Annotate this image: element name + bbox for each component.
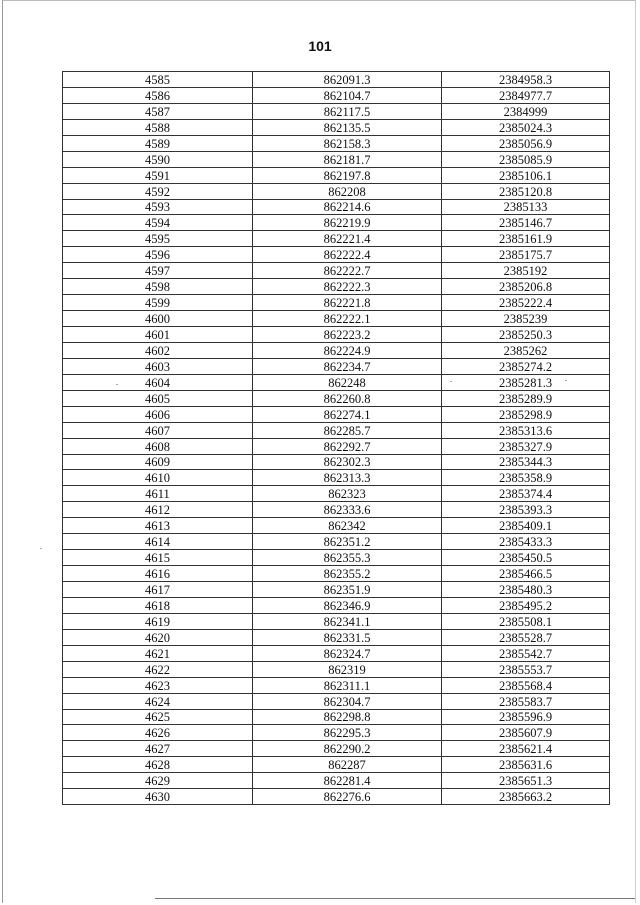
- page-number: 101: [308, 38, 332, 54]
- x-coordinate-cell: 862323: [253, 486, 442, 502]
- x-coordinate-cell: 862197.8: [253, 167, 442, 183]
- y-coordinate-cell: 2385120.8: [442, 183, 610, 199]
- x-coordinate-cell: 862346.9: [253, 597, 442, 613]
- table-row: [63, 183, 610, 199]
- x-coordinate-cell: 862222.3: [253, 279, 442, 295]
- table-row: [63, 550, 610, 566]
- x-coordinate-cell: 862331.5: [253, 629, 442, 645]
- point-number-cell: 4626: [63, 725, 253, 741]
- point-number-cell: 4617: [63, 582, 253, 598]
- point-number-cell: 4614: [63, 534, 253, 550]
- x-coordinate-cell: 862219.9: [253, 215, 442, 231]
- point-number-cell: 4600: [63, 311, 253, 327]
- point-number-cell: 4609: [63, 454, 253, 470]
- y-coordinate-cell: 2385393.3: [442, 502, 610, 518]
- point-number-cell: 4588: [63, 119, 253, 135]
- point-number-cell: 4591: [63, 167, 253, 183]
- coordinates-table: [62, 71, 610, 805]
- point-number-cell: 4612: [63, 502, 253, 518]
- table-row: [63, 693, 610, 709]
- point-number-cell: 4628: [63, 757, 253, 773]
- y-coordinate-cell: 2385596.9: [442, 709, 610, 725]
- y-coordinate-cell: 2385344.3: [442, 454, 610, 470]
- point-number-cell: 4598: [63, 279, 253, 295]
- table-row: [63, 151, 610, 167]
- table-row: [63, 454, 610, 470]
- y-coordinate-cell: 2385433.3: [442, 534, 610, 550]
- point-number-cell: 4625: [63, 709, 253, 725]
- point-number-cell: 4602: [63, 342, 253, 358]
- table-row: [63, 486, 610, 502]
- x-coordinate-cell: 862292.7: [253, 438, 442, 454]
- x-coordinate-cell: 862135.5: [253, 119, 442, 135]
- table-row: [63, 327, 610, 343]
- x-coordinate-cell: 862342: [253, 518, 442, 534]
- x-coordinate-cell: 862313.3: [253, 470, 442, 486]
- y-coordinate-cell: 2385631.6: [442, 757, 610, 773]
- x-coordinate-cell: 862214.6: [253, 199, 442, 215]
- coordinates-table-body: [63, 72, 610, 805]
- point-number-cell: 4622: [63, 661, 253, 677]
- table-row: [63, 518, 610, 534]
- y-coordinate-cell: 2385450.5: [442, 550, 610, 566]
- point-number-cell: 4592: [63, 183, 253, 199]
- table-row: [63, 534, 610, 550]
- point-number-cell: 4595: [63, 231, 253, 247]
- point-number-cell: 4619: [63, 613, 253, 629]
- point-number-cell: 4613: [63, 518, 253, 534]
- table-row: [63, 422, 610, 438]
- y-coordinate-cell: 2385274.2: [442, 358, 610, 374]
- table-row: [63, 279, 610, 295]
- table-row: [63, 390, 610, 406]
- x-coordinate-cell: 862290.2: [253, 741, 442, 757]
- y-coordinate-cell: 2385289.9: [442, 390, 610, 406]
- point-number-cell: 4618: [63, 597, 253, 613]
- x-coordinate-cell: 862248: [253, 374, 442, 390]
- x-coordinate-cell: 862304.7: [253, 693, 442, 709]
- point-number-cell: 4594: [63, 215, 253, 231]
- table-row: [63, 103, 610, 119]
- x-coordinate-cell: 862351.2: [253, 534, 442, 550]
- table-row: [63, 374, 610, 390]
- table-row: [63, 406, 610, 422]
- y-coordinate-cell: 2385161.9: [442, 231, 610, 247]
- y-coordinate-cell: 2385024.3: [442, 119, 610, 135]
- y-coordinate-cell: 2385568.4: [442, 677, 610, 693]
- point-number-cell: 4590: [63, 151, 253, 167]
- y-coordinate-cell: 2385085.9: [442, 151, 610, 167]
- table-row: [63, 582, 610, 598]
- y-coordinate-cell: 2385175.7: [442, 247, 610, 263]
- table-row: [63, 741, 610, 757]
- table-row: [63, 613, 610, 629]
- x-coordinate-cell: 862181.7: [253, 151, 442, 167]
- table-row: [63, 295, 610, 311]
- table-row: [63, 135, 610, 151]
- point-number-cell: 4585: [63, 72, 253, 88]
- point-number-cell: 4589: [63, 135, 253, 151]
- x-coordinate-cell: 862281.4: [253, 773, 442, 789]
- x-coordinate-cell: 862319: [253, 661, 442, 677]
- scan-speck: [450, 381, 452, 382]
- x-coordinate-cell: 862222.7: [253, 263, 442, 279]
- y-coordinate-cell: 2384999: [442, 103, 610, 119]
- point-number-cell: 4587: [63, 103, 253, 119]
- y-coordinate-cell: 2385262: [442, 342, 610, 358]
- x-coordinate-cell: 862355.2: [253, 566, 442, 582]
- point-number-cell: 4615: [63, 550, 253, 566]
- table-row: [63, 773, 610, 789]
- table-row: [63, 358, 610, 374]
- y-coordinate-cell: 2385239: [442, 311, 610, 327]
- table-row: [63, 677, 610, 693]
- x-coordinate-cell: 862221.8: [253, 295, 442, 311]
- y-coordinate-cell: 2385553.7: [442, 661, 610, 677]
- x-coordinate-cell: 862158.3: [253, 135, 442, 151]
- table-row: [63, 645, 610, 661]
- point-number-cell: 4606: [63, 406, 253, 422]
- y-coordinate-cell: 2384977.7: [442, 87, 610, 103]
- y-coordinate-cell: 2385528.7: [442, 629, 610, 645]
- y-coordinate-cell: 2385313.6: [442, 422, 610, 438]
- point-number-cell: 4623: [63, 677, 253, 693]
- x-coordinate-cell: 862298.8: [253, 709, 442, 725]
- y-coordinate-cell: 2385133: [442, 199, 610, 215]
- table-row: [63, 470, 610, 486]
- x-coordinate-cell: 862274.1: [253, 406, 442, 422]
- x-coordinate-cell: 862311.1: [253, 677, 442, 693]
- x-coordinate-cell: 862287: [253, 757, 442, 773]
- scan-speck: [565, 380, 567, 381]
- x-coordinate-cell: 862234.7: [253, 358, 442, 374]
- table-row: [63, 72, 610, 88]
- point-number-cell: 4607: [63, 422, 253, 438]
- x-coordinate-cell: 862224.9: [253, 342, 442, 358]
- point-number-cell: 4605: [63, 390, 253, 406]
- point-number-cell: 4601: [63, 327, 253, 343]
- table-row: [63, 629, 610, 645]
- table-row: [63, 167, 610, 183]
- x-coordinate-cell: 862221.4: [253, 231, 442, 247]
- y-coordinate-cell: 2385621.4: [442, 741, 610, 757]
- y-coordinate-cell: 2385146.7: [442, 215, 610, 231]
- x-coordinate-cell: 862260.8: [253, 390, 442, 406]
- x-coordinate-cell: 862276.6: [253, 789, 442, 805]
- y-coordinate-cell: 2385281.3: [442, 374, 610, 390]
- point-number-cell: 4621: [63, 645, 253, 661]
- y-coordinate-cell: 2384958.3: [442, 72, 610, 88]
- point-number-cell: 4608: [63, 438, 253, 454]
- x-coordinate-cell: 862091.3: [253, 72, 442, 88]
- table-row: [63, 119, 610, 135]
- x-coordinate-cell: 862222.4: [253, 247, 442, 263]
- y-coordinate-cell: 2385192: [442, 263, 610, 279]
- y-coordinate-cell: 2385206.8: [442, 279, 610, 295]
- x-coordinate-cell: 862104.7: [253, 87, 442, 103]
- y-coordinate-cell: 2385663.2: [442, 789, 610, 805]
- y-coordinate-cell: 2385542.7: [442, 645, 610, 661]
- x-coordinate-cell: 862333.6: [253, 502, 442, 518]
- point-number-cell: 4620: [63, 629, 253, 645]
- table-row: [63, 311, 610, 327]
- point-number-cell: 4596: [63, 247, 253, 263]
- x-coordinate-cell: 862117.5: [253, 103, 442, 119]
- y-coordinate-cell: 2385298.9: [442, 406, 610, 422]
- y-coordinate-cell: 2385508.1: [442, 613, 610, 629]
- y-coordinate-cell: 2385374.4: [442, 486, 610, 502]
- table-row: [63, 263, 610, 279]
- y-coordinate-cell: 2385607.9: [442, 725, 610, 741]
- point-number-cell: 4616: [63, 566, 253, 582]
- point-number-cell: 4599: [63, 295, 253, 311]
- y-coordinate-cell: 2385222.4: [442, 295, 610, 311]
- table-row: [63, 661, 610, 677]
- x-coordinate-cell: 862285.7: [253, 422, 442, 438]
- table-row: [63, 502, 610, 518]
- point-number-cell: 4624: [63, 693, 253, 709]
- y-coordinate-cell: 2385480.3: [442, 582, 610, 598]
- table-row: [63, 215, 610, 231]
- point-number-cell: 4627: [63, 741, 253, 757]
- point-number-cell: 4611: [63, 486, 253, 502]
- x-coordinate-cell: 862302.3: [253, 454, 442, 470]
- point-number-cell: 4604: [63, 374, 253, 390]
- y-coordinate-cell: 2385106.1: [442, 167, 610, 183]
- bottom-rule: [155, 898, 635, 899]
- y-coordinate-cell: 2385250.3: [442, 327, 610, 343]
- y-coordinate-cell: 2385651.3: [442, 773, 610, 789]
- point-number-cell: 4629: [63, 773, 253, 789]
- y-coordinate-cell: 2385466.5: [442, 566, 610, 582]
- y-coordinate-cell: 2385056.9: [442, 135, 610, 151]
- x-coordinate-cell: 862355.3: [253, 550, 442, 566]
- scan-speck: [116, 384, 118, 385]
- scan-speck: [40, 548, 42, 549]
- point-number-cell: 4597: [63, 263, 253, 279]
- x-coordinate-cell: 862223.2: [253, 327, 442, 343]
- table-row: [63, 342, 610, 358]
- table-row: [63, 566, 610, 582]
- table-row: [63, 709, 610, 725]
- table-row: [63, 597, 610, 613]
- table-row: [63, 87, 610, 103]
- x-coordinate-cell: 862295.3: [253, 725, 442, 741]
- point-number-cell: 4603: [63, 358, 253, 374]
- table-row: [63, 789, 610, 805]
- table-row: [63, 438, 610, 454]
- x-coordinate-cell: 862208: [253, 183, 442, 199]
- table-row: [63, 247, 610, 263]
- point-number-cell: 4586: [63, 87, 253, 103]
- x-coordinate-cell: 862341.1: [253, 613, 442, 629]
- y-coordinate-cell: 2385358.9: [442, 470, 610, 486]
- table-row: [63, 199, 610, 215]
- x-coordinate-cell: 862222.1: [253, 311, 442, 327]
- y-coordinate-cell: 2385327.9: [442, 438, 610, 454]
- y-coordinate-cell: 2385583.7: [442, 693, 610, 709]
- table-row: [63, 725, 610, 741]
- y-coordinate-cell: 2385495.2: [442, 597, 610, 613]
- table-row: [63, 757, 610, 773]
- point-number-cell: 4593: [63, 199, 253, 215]
- table-row: [63, 231, 610, 247]
- point-number-cell: 4610: [63, 470, 253, 486]
- y-coordinate-cell: 2385409.1: [442, 518, 610, 534]
- x-coordinate-cell: 862351.9: [253, 582, 442, 598]
- x-coordinate-cell: 862324.7: [253, 645, 442, 661]
- point-number-cell: 4630: [63, 789, 253, 805]
